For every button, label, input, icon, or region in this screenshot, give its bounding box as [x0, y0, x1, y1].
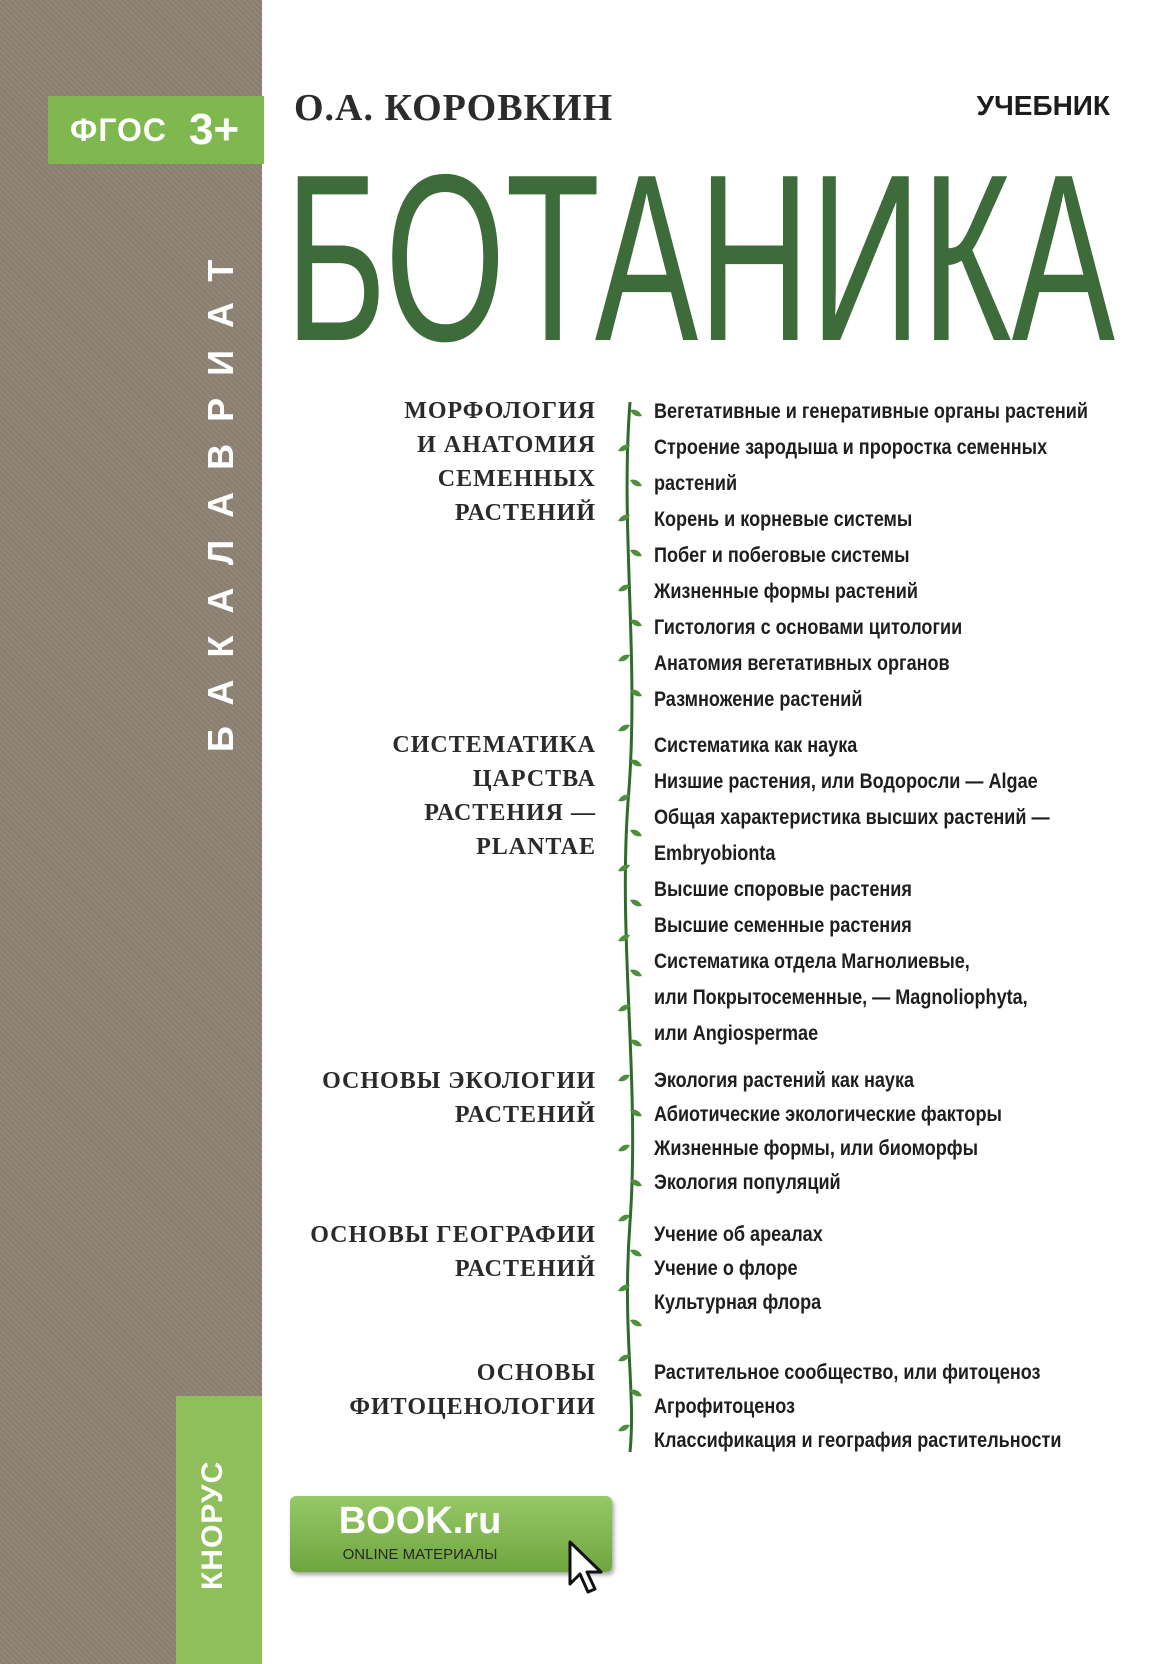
section-title-line: РАСТЕНИЙ — [454, 500, 596, 526]
book-ru-button[interactable] — [290, 1496, 612, 1572]
section-title-line: РАСТЕНИЙ — [454, 1102, 596, 1128]
section-title-geography — [310, 1218, 596, 1286]
vine-leaf — [618, 655, 630, 662]
topic-item: Общая характеристика высших растений — — [654, 806, 1050, 829]
section-title-line: ЦАРСТВА — [472, 766, 596, 792]
level-label: БАКАЛАВРИАТ — [200, 237, 241, 752]
vine-leaf — [630, 830, 642, 837]
topic-item: Растительное сообщество, или фитоценоз — [654, 1361, 1041, 1384]
section-title-line: ФИТОЦЕНОЛОГИИ — [349, 1394, 596, 1420]
vine-leaf — [618, 1075, 630, 1082]
book-title — [280, 158, 1120, 358]
topic-item: Жизненные формы растений — [654, 580, 918, 603]
vine-leaf — [630, 480, 642, 487]
topic-item: или Angiospermae — [654, 1022, 819, 1045]
topic-item: или Покрытосеменные, — Magnoliophyta, — [654, 986, 1028, 1009]
topic-item: Вегетативные и генеративные органы растений — [654, 400, 1089, 423]
topics-systematics — [654, 728, 1050, 1052]
section-title-line: ОСНОВЫ — [476, 1360, 596, 1386]
section-title-systematics — [392, 728, 596, 864]
section-title-morphology — [404, 394, 596, 530]
topics-morphology — [654, 394, 1088, 718]
topic-item: Корень и корневые системы — [654, 508, 913, 531]
topic-item: Высшие споровые растения — [654, 878, 912, 901]
topic-item: Учение об ареалах — [654, 1223, 823, 1246]
vine-leaf — [630, 1320, 642, 1327]
fgos-level: 3+ — [189, 105, 240, 154]
vine-decoration — [610, 402, 650, 1452]
section-title-line: PLANTAE — [476, 834, 596, 860]
book-ru-label: BOOK.ru — [338, 1500, 502, 1542]
topic-item: растений — [654, 472, 738, 495]
author: О.А. КОРОВКИН — [294, 87, 614, 129]
topic-item: Гистология с основами цитологии — [654, 616, 963, 639]
vine-leaf — [618, 725, 630, 732]
publisher-label: КНОРУС — [196, 1460, 229, 1590]
topic-item: Экология популяций — [654, 1171, 841, 1194]
vine-leaf — [618, 865, 630, 872]
topic-item: Строение зародыша и проростка семенных — [654, 436, 1048, 459]
topic-item: Анатомия вегетативных органов — [654, 652, 950, 675]
vine-leaf — [630, 900, 642, 907]
vine-leaf — [618, 935, 630, 942]
section-title-line: ОСНОВЫ ГЕОГРАФИИ — [310, 1222, 596, 1248]
vine-leaf — [630, 1250, 642, 1257]
topics-phytocenology — [654, 1356, 1061, 1458]
section-title-ecology — [322, 1064, 596, 1132]
topic-item: Экология растений как наука — [654, 1069, 915, 1092]
section-title-line: И АНАТОМИЯ — [417, 432, 596, 458]
topic-item: Агрофитоценоз — [654, 1395, 795, 1418]
section-title-line: РАСТЕНИЯ — — [424, 800, 596, 826]
section-title-line: ОСНОВЫ ЭКОЛОГИИ — [322, 1068, 596, 1094]
topic-item: Систематика как наука — [654, 734, 858, 757]
topic-item: Побег и побеговые системы — [654, 544, 910, 567]
fgos-label: ФГОС — [70, 111, 168, 148]
vine-leaf — [630, 970, 642, 977]
topic-item: Размножение растений — [654, 688, 863, 711]
book-kind: УЧЕБНИК — [976, 90, 1110, 121]
topic-item: Культурная флора — [654, 1291, 822, 1314]
topic-item: Жизненные формы, или биоморфы — [654, 1137, 979, 1160]
vine-leaf — [630, 550, 642, 557]
book-title-text: БОТАНИКА — [285, 158, 1116, 358]
fgos-badge — [48, 96, 264, 164]
vine-leaf — [618, 1215, 630, 1222]
topic-item: Классификация и география растительности — [654, 1429, 1062, 1452]
topic-item: Высшие семенные растения — [654, 914, 912, 937]
section-title-line: СИСТЕМАТИКА — [392, 732, 596, 758]
vine-leaf — [618, 1145, 630, 1152]
cursor-arrow-icon — [568, 1540, 604, 1596]
topic-item: Абиотические экологические факторы — [654, 1103, 1002, 1126]
topics-ecology — [654, 1064, 1002, 1200]
section-title-line: РАСТЕНИЙ — [454, 1256, 596, 1282]
section-title-line: МОРФОЛОГИЯ — [404, 398, 596, 424]
topic-item: Низшие растения, или Водоросли — Algae — [654, 770, 1038, 793]
vine-leaf — [630, 410, 642, 417]
topic-item: Систематика отдела Магнолиевые, — [654, 950, 970, 973]
online-materials-label: ONLINE МАТЕРИАЛЫ — [342, 1546, 498, 1563]
topics-geography — [654, 1218, 823, 1320]
vine-leaf — [618, 1425, 630, 1432]
section-title-line: СЕМЕННЫХ — [437, 466, 596, 492]
section-title-phytocenology — [349, 1356, 596, 1424]
topic-item: Embryobionta — [654, 842, 776, 865]
topic-item: Учение о флоре — [654, 1257, 798, 1280]
